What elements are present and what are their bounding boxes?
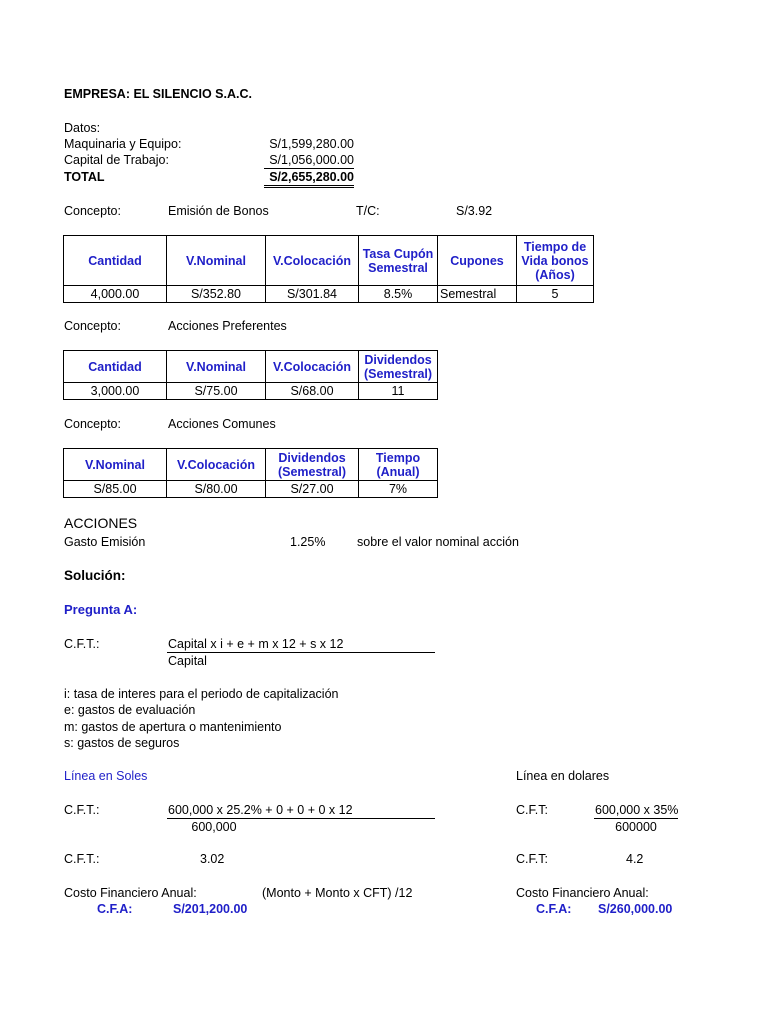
formula-denominator: Capital bbox=[168, 654, 207, 668]
table-header: V.Colocación bbox=[167, 449, 266, 481]
concepto-value: Acciones Comunes bbox=[168, 417, 276, 431]
table-cell: S/80.00 bbox=[167, 481, 266, 498]
soles-cfa-label: Costo Financiero Anual: bbox=[64, 886, 197, 900]
table-cell: 5 bbox=[517, 286, 594, 303]
definition-item: m: gastos de apertura o mantenimiento bbox=[64, 720, 282, 734]
acciones-heading: ACCIONES bbox=[64, 515, 138, 531]
soles-cfa-value: S/201,200.00 bbox=[173, 902, 248, 916]
datos-row-label: Maquinaria y Equipo: bbox=[64, 137, 182, 151]
soles-cfa-formula: (Monto + Monto x CFT) /12 bbox=[262, 886, 413, 900]
total-label: TOTAL bbox=[64, 170, 105, 184]
formula-numerator: Capital x i + e + m x 12 + s x 12 bbox=[168, 637, 344, 651]
soles-result-value: 3.02 bbox=[200, 852, 225, 866]
soles-cfa-short: C.F.A: bbox=[97, 902, 133, 916]
soles-cft-label: C.F.T.: bbox=[64, 803, 100, 817]
dolares-numerator: 600,000 x 35% bbox=[595, 803, 679, 817]
soles-result-label: C.F.T.: bbox=[64, 852, 100, 866]
soles-denominator: 600,000 bbox=[191, 820, 237, 834]
gasto-value: 1.25% bbox=[290, 535, 326, 549]
table-header: V.Nominal bbox=[167, 236, 266, 286]
concepto-label: Concepto: bbox=[64, 319, 121, 333]
dolares-cfa-short: C.F.A: bbox=[536, 902, 572, 916]
table-header: Cantidad bbox=[64, 236, 167, 286]
table-cell: S/27.00 bbox=[266, 481, 359, 498]
table-header: V.Colocación bbox=[266, 351, 359, 383]
table-header: Tasa Cupón Semestral bbox=[359, 236, 438, 286]
table-cell: Semestral bbox=[438, 286, 517, 303]
tc-value: S/3.92 bbox=[456, 204, 493, 218]
soles-heading: Línea en Soles bbox=[64, 769, 148, 783]
table-cell: S/301.84 bbox=[266, 286, 359, 303]
dolares-cfa-label: Costo Financiero Anual: bbox=[516, 886, 649, 900]
dolares-cfa-value: S/260,000.00 bbox=[598, 902, 673, 916]
pregunta-a-heading: Pregunta A: bbox=[64, 602, 138, 617]
bonos-table bbox=[63, 235, 594, 303]
solucion-heading: Solución: bbox=[64, 568, 126, 583]
tc-label: T/C: bbox=[356, 204, 380, 218]
table-cell: 8.5% bbox=[359, 286, 438, 303]
table-header: Tiempo de Vida bonos (Años) bbox=[517, 236, 594, 286]
datos-row-value: S/1,056,000.00 bbox=[264, 152, 354, 169]
definition-item: i: tasa de interes para el periodo de capitalización bbox=[64, 687, 339, 701]
concepto-label: Concepto: bbox=[64, 417, 121, 431]
table-cell: 7% bbox=[359, 481, 438, 498]
dolares-result-label: C.F.T: bbox=[516, 852, 548, 866]
gasto-label: Gasto Emisión bbox=[64, 535, 146, 549]
table-cell: 3,000.00 bbox=[64, 383, 167, 400]
table-cell: S/75.00 bbox=[167, 383, 266, 400]
definition-item: e: gastos de evaluación bbox=[64, 703, 196, 717]
table-cell: 4,000.00 bbox=[64, 286, 167, 303]
table-cell: 11 bbox=[359, 383, 438, 400]
dolares-heading: Línea en dolares bbox=[516, 769, 610, 783]
table-header: Cantidad bbox=[64, 351, 167, 383]
comunes-table bbox=[63, 448, 438, 498]
table-header: Dividendos (Semestral) bbox=[359, 351, 438, 383]
table-cell: S/85.00 bbox=[64, 481, 167, 498]
table-header: Cupones bbox=[438, 236, 517, 286]
datos-row-label: Capital de Trabajo: bbox=[64, 153, 169, 167]
dolares-denominator: 600000 bbox=[615, 820, 657, 834]
datos-row-value: S/1,599,280.00 bbox=[269, 137, 354, 151]
preferentes-table bbox=[63, 350, 438, 400]
page-title: EMPRESA: EL SILENCIO S.A.C. bbox=[64, 87, 252, 101]
concepto-value: Emisión de Bonos bbox=[168, 204, 269, 218]
datos-label: Datos: bbox=[64, 121, 101, 135]
soles-numerator: 600,000 x 25.2% + 0 + 0 + 0 x 12 bbox=[168, 803, 353, 817]
definition-item: s: gastos de seguros bbox=[64, 736, 180, 750]
table-header: V.Nominal bbox=[64, 449, 167, 481]
table-cell: S/352.80 bbox=[167, 286, 266, 303]
table-cell: S/68.00 bbox=[266, 383, 359, 400]
formula-label: C.F.T.: bbox=[64, 637, 100, 651]
dolares-result-value: 4.2 bbox=[626, 852, 644, 866]
fraction-line bbox=[167, 652, 435, 653]
concepto-value: Acciones Preferentes bbox=[168, 319, 287, 333]
dolares-cft-label: C.F.T: bbox=[516, 803, 548, 817]
table-header: Tiempo (Anual) bbox=[359, 449, 438, 481]
table-header: Dividendos (Semestral) bbox=[266, 449, 359, 481]
table-header: V.Nominal bbox=[167, 351, 266, 383]
gasto-note: sobre el valor nominal acción bbox=[357, 535, 519, 549]
table-header: V.Colocación bbox=[266, 236, 359, 286]
concepto-label: Concepto: bbox=[64, 204, 121, 218]
total-value: S/2,655,280.00 bbox=[264, 169, 354, 188]
